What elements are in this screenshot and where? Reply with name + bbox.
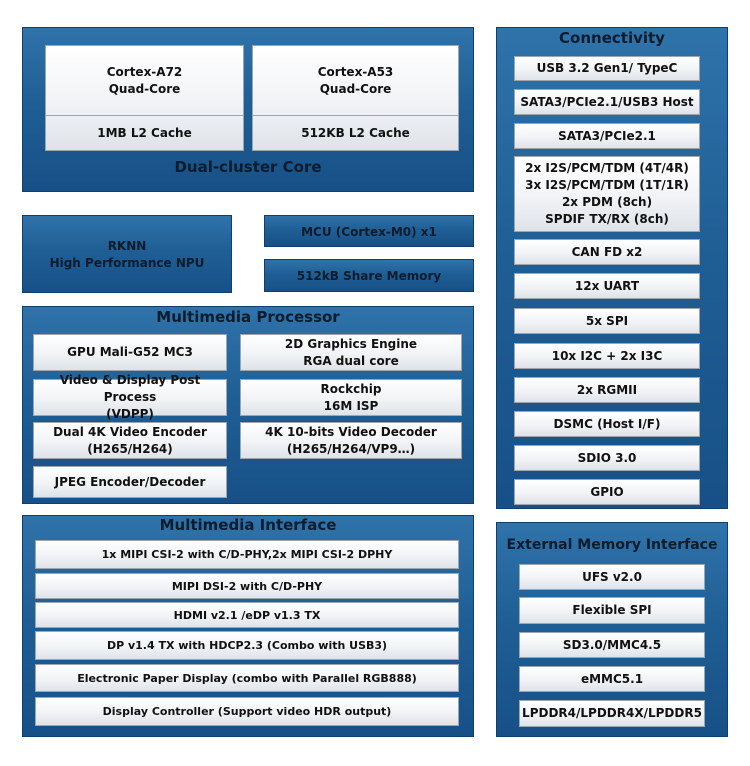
video-decoder-line1: 4K 10-bits Video Decoder [265,424,437,439]
rgmii-block [514,377,700,403]
video-decoder-block [240,422,462,459]
video-encoder-line2: (H265/H264) [87,441,173,456]
connectivity-title: Connectivity [559,29,665,47]
cortex-a53-cache: 512KB L2 Cache [301,125,410,140]
sdio-label: SDIO 3.0 [577,450,637,465]
vdpp-line1: Video & Display Post Process [59,373,201,404]
epd-block [35,664,459,692]
multimedia-processor-panel [22,306,474,504]
external-memory-panel [496,522,728,737]
isp-line2: 16M ISP [323,398,379,413]
audio-line2: 3x I2S/PCM/TDM (1T/1R) [525,178,689,192]
cortex-a72-name: Cortex-A72 [106,64,183,79]
multimedia-processor-title: Multimedia Processor [156,308,340,326]
display-controller-block [35,697,459,726]
jpeg-label: JPEG Encoder/Decoder [54,474,206,489]
dsmc-block [514,411,700,437]
display-controller-label: Display Controller (Support video HDR output) [102,705,392,718]
sd-mmc-block [519,632,705,658]
audio-block [514,156,700,232]
spi-block [514,308,700,334]
isp-line1: Rockchip [320,381,382,396]
cortex-a72-cache: 1MB L2 Cache [97,125,192,140]
emmc-block [519,666,705,692]
i2c-label: 10x I2C + 2x I3C [551,348,663,363]
audio-line3: 2x PDM (8ch) [561,195,653,209]
i2c-block [514,343,700,369]
sd-mmc-label: SD3.0/MMC4.5 [562,637,662,652]
can-block [514,239,700,265]
multimedia-interface-panel [22,515,474,737]
hdmi-label: HDMI v2.1 /eDP v1.3 TX [173,608,321,622]
dual-cluster-core-panel [22,27,474,192]
can-label: CAN FD x2 [571,244,643,259]
lpddr-block [519,700,705,727]
npu-label-line2: High Performance NPU [49,256,205,270]
spi-label: 5x SPI [585,313,629,328]
flexible-spi-block [519,597,705,624]
rgmii-label: 2x RGMII [576,382,638,397]
connectivity-panel [496,27,728,509]
ufs-block [519,564,705,590]
video-encoder-block [33,422,227,459]
gpio-block [514,479,700,505]
audio-line1: 2x I2S/PCM/TDM (4T/4R) [525,161,689,175]
uart-label: 12x UART [574,278,640,293]
share-memory-label: 512kB Share Memory [296,269,442,283]
epd-label: Electronic Paper Display (combo with Parallel RGB888) [77,671,417,685]
sata-host-label: SATA3/PCIe2.1/USB3 Host [520,94,694,109]
hdmi-block [35,602,459,628]
isp-block [240,379,462,416]
dual-cluster-title: Dual-cluster Core [174,158,322,176]
dp-block [35,631,459,660]
multimedia-interface-title: Multimedia Interface [159,516,337,534]
sata-label: SATA3/PCIe2.1 [558,128,656,143]
uart-block [514,273,700,299]
mipi-csi-block [35,540,459,569]
npu-label-line1: RKNN [107,239,147,253]
mipi-csi-label: 1x MIPI CSI-2 with C/D-PHY,2x MIPI CSI-2 DPHY [101,548,393,561]
audio-line4: SPDIF TX/RX (8ch) [545,212,669,226]
graphics-2d-line2: RGA dual core [303,353,399,368]
lpddr-label: LPDDR4/LPDDR4X/LPDDR5 [522,706,702,720]
vdpp-line2: (VDPP) [106,407,154,421]
gpu-block [33,334,227,371]
usb-label: USB 3.2 Gen1/ TypeC [536,61,678,75]
sata-block [514,123,700,149]
usb-block [514,56,700,81]
video-decoder-line2: (H265/H264/VP9…) [286,441,416,456]
mcu-label: MCU (Cortex-M0) x1 [301,225,437,239]
mipi-dsi-label: MIPI DSI-2 with C/D-PHY [171,579,323,593]
ufs-label: UFS v2.0 [582,569,642,584]
cortex-a53-block [252,45,459,151]
dsmc-label: DSMC (Host I/F) [553,416,661,431]
gpio-label: GPIO [590,484,624,499]
gpu-label: GPU Mali-G52 MC3 [67,345,193,359]
sata-host-block [514,89,700,115]
sdio-block [514,445,700,471]
jpeg-block [33,466,227,498]
cortex-a72-cores: Quad-Core [108,81,181,96]
share-memory-panel [264,259,474,292]
video-encoder-line1: Dual 4K Video Encoder [53,424,207,439]
external-memory-title: External Memory Interface [506,537,718,553]
vdpp-block [33,373,227,421]
mipi-dsi-block [35,573,459,599]
graphics-2d-line1: 2D Graphics Engine [284,336,418,351]
emmc-label: eMMC5.1 [580,671,644,686]
cortex-a53-cores: Quad-Core [319,81,392,96]
cortex-a53-name: Cortex-A53 [317,64,394,79]
flexible-spi-label: Flexible SPI [572,603,652,617]
cortex-a72-block [45,45,244,151]
mcu-panel [264,215,474,247]
dp-label: DP v1.4 TX with HDCP2.3 (Combo with USB3) [106,639,388,652]
graphics-2d-block [240,334,462,371]
npu-panel [22,215,232,293]
